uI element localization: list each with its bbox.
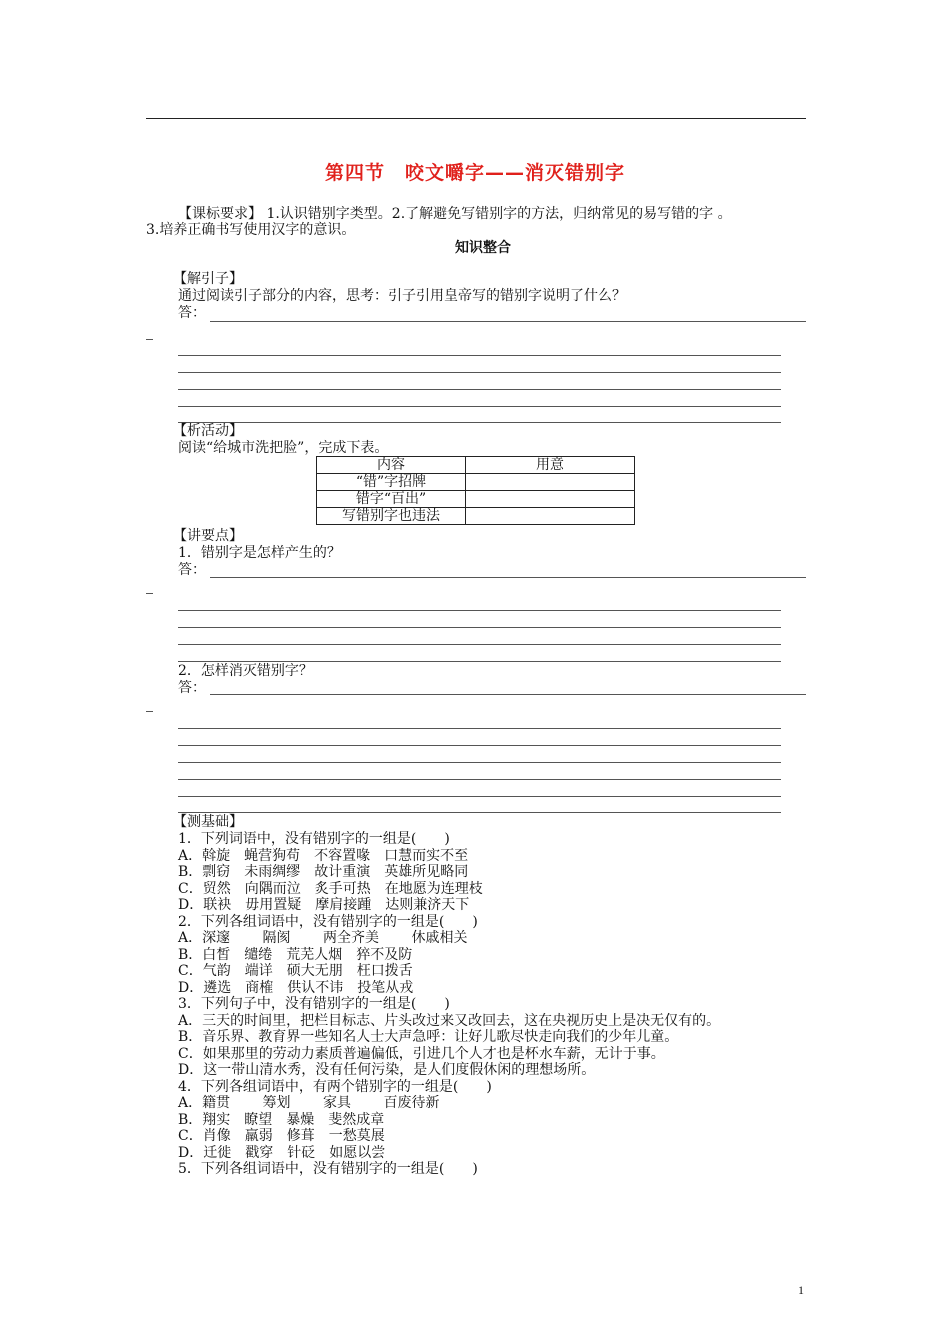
answer-line[interactable] [178,796,781,797]
requirement-line-2: 3.培养正确书写使用汉字的意识。 [146,222,356,238]
page-title: 第四节 咬文嚼字——消灭错别字 [324,162,625,184]
section-heading-jieyinzi: 【解引子】 [173,271,243,287]
answer-line[interactable] [178,812,781,813]
section3-question-2: 2．怎样消灭错别字？ [178,663,313,679]
header-rule [146,118,806,119]
answer-line[interactable] [178,728,781,729]
exercise-line: 3．下列句子中，没有错别字的一组是( ) [178,996,450,1012]
exercise-line: D．遴选 商榷 供认不讳 投笔从戎 [178,979,414,996]
exercise-line: B．剽窃 未雨绸缪 故计重演 英雄所见略同 [178,864,469,880]
exercise-line: C．贸然 向隅而泣 炙手可热 在地愿为连理枝 [178,880,483,897]
answer-line-dash [146,339,153,340]
table-row [317,508,635,525]
exercise-line: B．音乐界、教育界一些知名人士大声急呼：让好儿歌尽快走向我们的少年儿童。 [178,1029,679,1045]
exercise-line: B．翔实 瞭望 暴燥 斐然成章 [178,1111,385,1128]
answer-label: 答： [178,562,206,578]
answer-line[interactable] [178,406,781,407]
table-cell: 错字“百出” [317,491,466,508]
answer-line[interactable] [178,762,781,763]
exercise-line: B．白皙 缱绻 荒芜人烟 猝不及防 [178,946,413,963]
answer-line[interactable] [178,610,781,611]
exercise-line: A．斡旋 蝇营狗苟 不容置喙 口慧而实不至 [178,847,469,864]
answer-label: 答： [178,680,206,696]
answer-line[interactable] [178,389,781,390]
answer-line[interactable] [178,355,781,356]
answer-line[interactable] [178,644,781,645]
answer-line[interactable] [178,745,781,746]
table-header-cell: 用意 [466,457,635,474]
exercise-line: 1．下列词语中，没有错别字的一组是( ) [178,831,450,847]
section1-question: 通过阅读引子部分的内容，思考：引子引用皇帝写的错别字说明了什么？ [178,288,626,304]
answer-line[interactable] [178,627,781,628]
answer-line[interactable] [210,694,806,695]
page-number: 1 [798,1283,804,1297]
section2-instruction: 阅读“给城市洗把脸”，完成下表。 [178,440,389,456]
table-row [317,491,635,508]
table-answer-cell[interactable] [466,491,635,508]
exercise-line: C．肖像 羸弱 修葺 一愁莫展 [178,1128,385,1144]
requirement-line-1: 【课标要求】 1.认识错别字类型。2.了解避免写错别字的方法，归纳常见的易写错的字 。 [178,206,732,222]
exercise-line: A．三天的时间里，把栏目标志、片头改过来又改回去，这在央视历史上是决无仅有的。 [178,1012,721,1029]
answer-line[interactable] [178,779,781,780]
activity-table [316,456,635,525]
exercise-line: A．籍贯 筹划 家具 百废待新 [178,1095,440,1111]
answer-line[interactable] [210,577,806,578]
exercise-line: 5．下列各组词语中，没有错别字的一组是( ) [178,1161,478,1177]
exercise-line: 4．下列各组词语中，有两个错别字的一组是( ) [178,1078,492,1095]
exercise-line: A．深邃 隔阂 两全齐美 休戚相关 [178,930,468,946]
table-header-row [317,457,635,474]
exercise-line: D．这一带山清水秀，没有任何污染，是人们度假休闲的理想场所。 [178,1062,596,1078]
table-cell: “错”字招牌 [317,474,466,491]
exercise-line: C．如果那里的劳动力素质普遍偏低，引进几个人才也是杯水车薪，无计于事。 [178,1045,665,1062]
table-cell: 写错别字也违法 [317,508,466,525]
exercise-line: D．联袂 毋用置疑 摩肩接踵 达则兼济天下 [178,897,470,913]
table-answer-cell[interactable] [466,508,635,525]
knowledge-heading: 知识整合 [455,240,511,256]
table-answer-cell[interactable] [466,474,635,491]
section-heading-xihuodong: 【析活动】 [173,423,243,439]
answer-label: 答： [178,305,206,321]
answer-line[interactable] [210,321,806,322]
section-heading-jiangyaodian: 【讲要点】 [173,528,243,544]
table-row [317,474,635,491]
answer-line[interactable] [178,372,781,373]
section-heading-cejichu: 【测基础】 [173,814,243,830]
answer-line-dash [146,593,153,594]
answer-line[interactable] [178,422,781,423]
exercise-line: C．气韵 端详 硕大无朋 枉口拨舌 [178,963,413,979]
answer-line-dash [146,711,153,712]
answer-line[interactable] [178,661,781,662]
table-header-cell: 内容 [317,457,466,474]
section3-question-1: 1．错别字是怎样产生的？ [178,545,341,561]
exercise-line: 2．下列各组词语中，没有错别字的一组是( ) [178,913,478,930]
exercise-line: D．迁徙 戳穿 针砭 如愿以尝 [178,1144,386,1161]
